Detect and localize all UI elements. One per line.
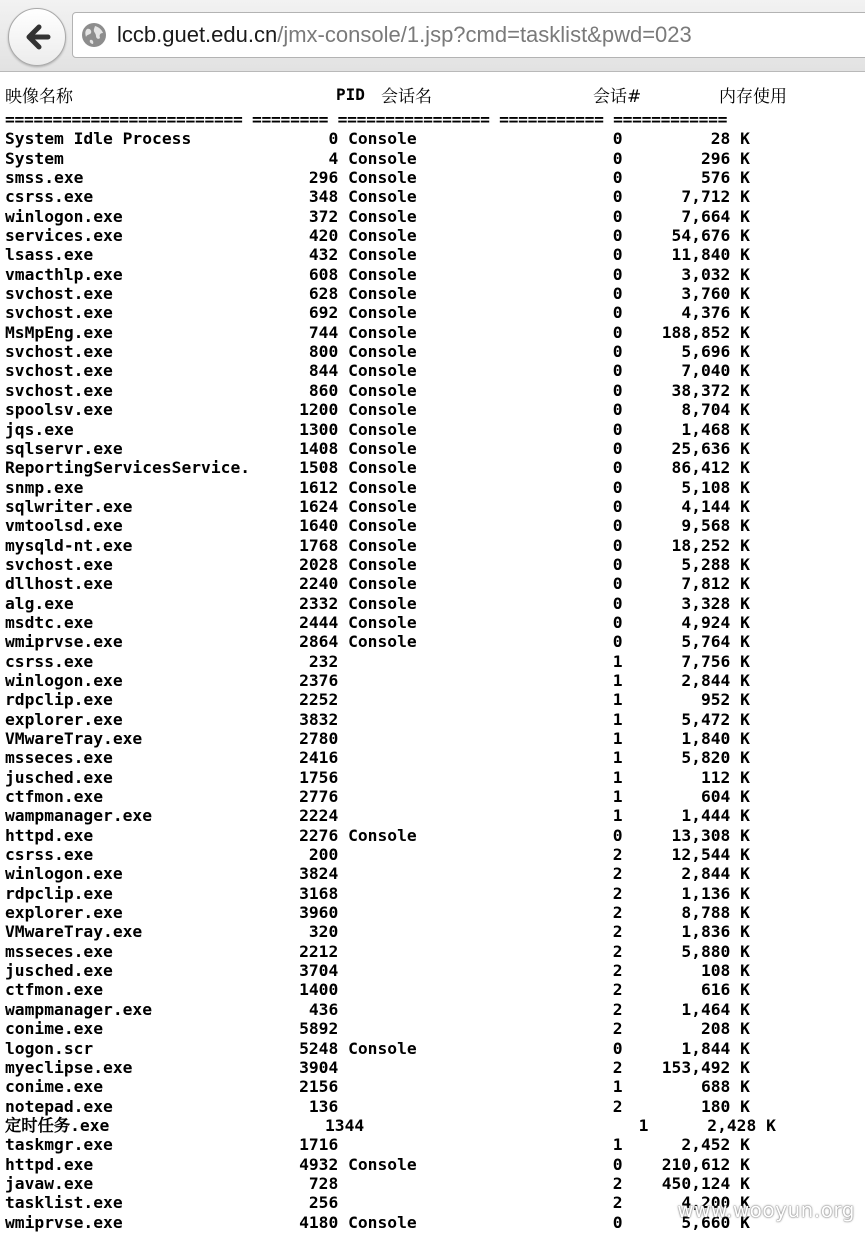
header-image-name: 映像名称 [5, 87, 73, 107]
table-row: ReportingServicesService. 1508 Console 0 86,412 K [5, 458, 750, 478]
table-row: explorer.exe 3960 2 8,788 K [5, 903, 750, 923]
header-session-name: 会话名 [381, 87, 432, 107]
table-row: javaw.exe 728 2 450,124 K [5, 1173, 750, 1193]
table-row: VMwareTray.exe 2780 1 1,840 K [5, 729, 750, 748]
table-row: jqs.exe 1300 Console 0 1,468 K [5, 419, 750, 439]
table-row: svchost.exe 2028 Console 0 5,288 K [5, 554, 750, 574]
table-row: taskmgr.exe 1716 1 2,452 K [5, 1135, 750, 1155]
back-button[interactable] [8, 8, 66, 66]
table-row: logon.scr 5248 Console 0 1,844 K [5, 1038, 750, 1058]
table-row: httpd.exe 4932 Console 0 210,612 K [5, 1154, 750, 1174]
header-memory-usage: 内存使用 [719, 87, 787, 107]
table-row: lsass.exe 432 Console 0 11,840 K [5, 245, 750, 265]
table-row: services.exe 420 Console 0 54,676 K [5, 226, 750, 246]
watermark: www.wooyun.org [677, 1198, 855, 1222]
table-row: sqlservr.exe 1408 Console 0 25,636 K [5, 438, 750, 458]
table-row: winlogon.exe 372 Console 0 7,664 K [5, 206, 750, 226]
browser-toolbar [0, 0, 865, 72]
table-row: rdpclip.exe 2252 1 952 K [5, 690, 750, 710]
table-row: snmp.exe 1612 Console 0 5,108 K [5, 477, 750, 497]
table-row: msseces.exe 2212 2 5,880 K [5, 941, 750, 961]
table-row: conime.exe 5892 2 208 K [5, 1019, 750, 1039]
table-row: svchost.exe 860 Console 0 38,372 K [5, 380, 750, 400]
table-row: explorer.exe 3832 1 5,472 K [5, 709, 750, 729]
table-row: System 4 Console 0 296 K [5, 148, 750, 168]
table-row: myeclipse.exe 3904 2 153,492 K [5, 1057, 750, 1077]
table-row: tasklist.exe 256 2 4,200 K [5, 1193, 750, 1213]
table-row: httpd.exe 2276 Console 0 13,308 K [5, 825, 750, 845]
table-row: ctfmon.exe 2776 1 604 K [5, 787, 750, 807]
table-row: winlogon.exe 2376 1 2,844 K [5, 670, 750, 690]
table-row: svchost.exe 628 Console 0 3,760 K [5, 284, 750, 304]
table-row: spoolsv.exe 1200 Console 0 8,704 K [5, 400, 750, 420]
header-pid: PID [336, 85, 365, 104]
table-row: sqlwriter.exe 1624 Console 0 4,144 K [5, 496, 750, 516]
table-row: notepad.exe 136 2 180 K [5, 1096, 750, 1116]
table-row: System Idle Process 0 Console 0 28 K [5, 129, 750, 149]
header-session-number: 会话# [593, 87, 642, 107]
back-arrow-icon [22, 22, 52, 52]
process-list [5, 129, 860, 1232]
table-row: wampmanager.exe 2224 1 1,444 K [5, 806, 750, 826]
globe-icon [81, 22, 107, 48]
url-path: /jmx-console/1.jsp?cmd=tasklist&pwd=023 [277, 22, 692, 47]
url-text[interactable] [117, 22, 692, 48]
table-row: rdpclip.exe 3168 2 1,136 K [5, 883, 750, 903]
table-row: msdtc.exe 2444 Console 0 4,924 K [5, 612, 750, 632]
table-row: jusched.exe 1756 1 112 K [5, 767, 750, 787]
table-row: vmtoolsd.exe 1640 Console 0 9,568 K [5, 516, 750, 536]
table-row: svchost.exe 692 Console 0 4,376 K [5, 303, 750, 323]
table-row: dllhost.exe 2240 Console 0 7,812 K [5, 574, 750, 594]
table-row: wmiprvse.exe 2864 Console 0 5,764 K [5, 632, 750, 652]
table-row: smss.exe 296 Console 0 576 K [5, 168, 750, 188]
tasklist-output [5, 78, 860, 1232]
table-row: wmiprvse.exe 4180 Console 0 5,660 K [5, 1212, 750, 1232]
table-row: MsMpEng.exe 744 Console 0 188,852 K [5, 322, 750, 342]
table-header [5, 78, 860, 110]
table-row: 定时任务.exe 1344 1 2,428 K [5, 1115, 776, 1135]
table-row: vmacthlp.exe 608 Console 0 3,032 K [5, 264, 750, 284]
table-row: csrss.exe 200 2 12,544 K [5, 845, 750, 865]
table-row: svchost.exe 800 Console 0 5,696 K [5, 342, 750, 362]
table-row: svchost.exe 844 Console 0 7,040 K [5, 361, 750, 381]
separator-line: ========================= ======== ================ =========== ============ [5, 110, 728, 129]
table-row: wampmanager.exe 436 2 1,464 K [5, 999, 750, 1019]
table-row: VMwareTray.exe 320 2 1,836 K [5, 922, 750, 942]
table-row: mysqld-nt.exe 1768 Console 0 18,252 K [5, 535, 750, 555]
table-row: conime.exe 2156 1 688 K [5, 1077, 750, 1097]
table-row: ctfmon.exe 1400 2 616 K [5, 980, 750, 1000]
table-row: csrss.exe 348 Console 0 7,712 K [5, 187, 750, 207]
table-row: jusched.exe 3704 2 108 K [5, 961, 750, 981]
table-row: csrss.exe 232 1 7,756 K [5, 651, 750, 671]
table-row: msseces.exe 2416 1 5,820 K [5, 748, 750, 768]
table-row: winlogon.exe 3824 2 2,844 K [5, 864, 750, 884]
address-bar[interactable] [72, 12, 865, 58]
url-host: lccb.guet.edu.cn [117, 22, 278, 47]
table-row: alg.exe 2332 Console 0 3,328 K [5, 593, 750, 613]
